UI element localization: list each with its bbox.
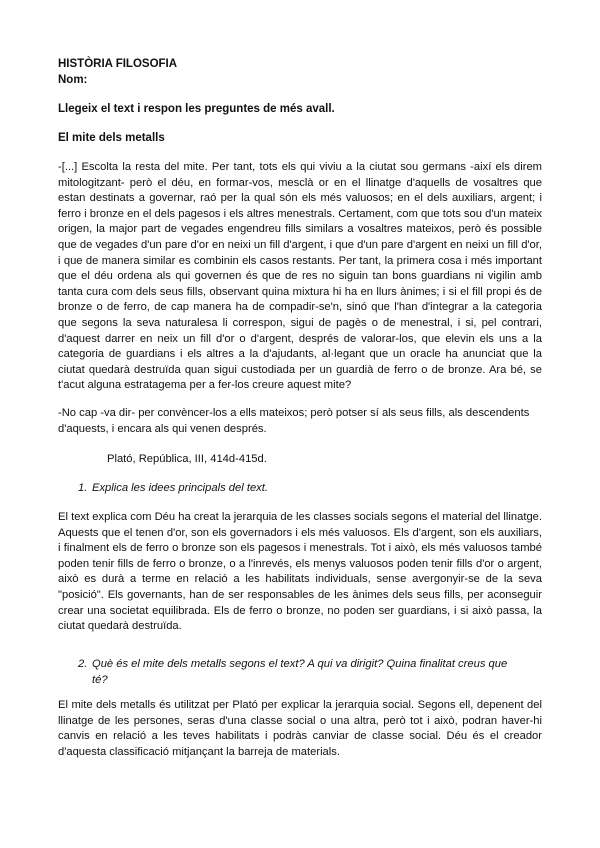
- section-title: El mite dels metalls: [58, 132, 165, 144]
- question-text: Què és el mite dels metalls segons el text? A qui va dirigit? Quina finalitat creus que té?: [92, 658, 508, 686]
- excerpt-paragraph-2: -No cap -va dir- per convèncer-los a ells mateixos; però potser sí als seus fills, als descendents d'aquests, i encara als qui venen després.: [58, 407, 530, 435]
- excerpt-paragraph-1: -[...] Escolta la resta del mite. Per tant, tots els qui viviu a la ciutat sou germans -així els direm mitologitzant- però el déu, en formar-vos, mesclà or en el llinatge d'aquells de vosaltres que estan destinats a governar, raó per la qual són els més valuosos; en el dels auxiliars, argent; i ferro i bronze en el dels pagesos i els altres menestrals. Certament, com que tots sou d'un mateix origen, la major part de vegades engendreu fills similars a vosaltres mateixos, però és possible que de vegades d'un pare d'or en neixi un fill d'argent, i que d'un pare d'argent en neixi un fill d'or, i que de manera similar es combinin els casos restants. Per tant, la primera cosa i més important que el déu ordena als qui governen és que de res no siguin tan bons guardians ni vigilin amb tanta cura com dels seus fills, observant quina mixtura hi ha en llurs ànimes; i si el fill propi és de bronze o de ferro, de cap manera ha de compadir-se'n, sinó que l'han d'integrar a la categoria que segons la seva naturalesa li correspon, sigui de pagès o de menestral, i si, pel contrari, d'aquest darrer en neix un fill d'or o d'argent, després de valorar-los, que elevin els uns a la categoria de guardians i els altres a la d'ajudants, al·legant que un oracle ha anunciat que la ciutat quedarà destruïda quan sigui custodiada per un guardià de ferro o de bronze. Ara bé, se t'acut alguna estratagema per a fer-los creure aquest mite?: [58, 161, 542, 392]
- question-1: [0, 481, 600, 497]
- question-text: Explica les idees principals del text.: [92, 482, 268, 494]
- subject-heading: HISTÒRIA FILOSOFIA: [58, 58, 178, 70]
- name-label: Nom:: [58, 74, 88, 86]
- answer-1: El text explica com Déu ha creat la jerarquia de les classes socials segons el material del llinatge. Aquests que el tenen d'or, son els governadors i els més valuosos. Els d'argent, son els auxiliars, i finalment els de ferro o bronze son els pagesos i menestrals. Tot i això, els més valuosos també poden tenir fills de ferro o bronze, o a l'inrevés, els menys valuosos poden tenir fills d'or o argent, això es durà a terme en relació a les habilitats individuals, sense avergonyir-se de la seva "posició". Els governants, han de ser responsables de les ànimes dels seus fills, per aconseguir crear una societat equilibrada. Els de ferro o bronze, no poden ser guardians, i si això passa, la ciutat quedarà destruïda.: [58, 511, 542, 633]
- citation: Plató, República, III, 414d-415d.: [107, 453, 267, 465]
- question-number: 2.: [78, 658, 88, 670]
- question-2: [0, 657, 600, 689]
- question-number: 1.: [78, 482, 88, 494]
- answer-2: El mite dels metalls és utilitzat per Plató per explicar la jerarquia social. Segons ell, depenent del llinatge de les persones, seras d'una classe social o una altra, però tot i això, podran haver-hi canvis en relació a les teves habilitats i podràs canviar de classe social. Déu és el creador d'aquesta classificació mitjançant la barreja de materials.: [58, 699, 542, 758]
- instruction: Llegeix el text i respon les preguntes de més avall.: [58, 103, 335, 115]
